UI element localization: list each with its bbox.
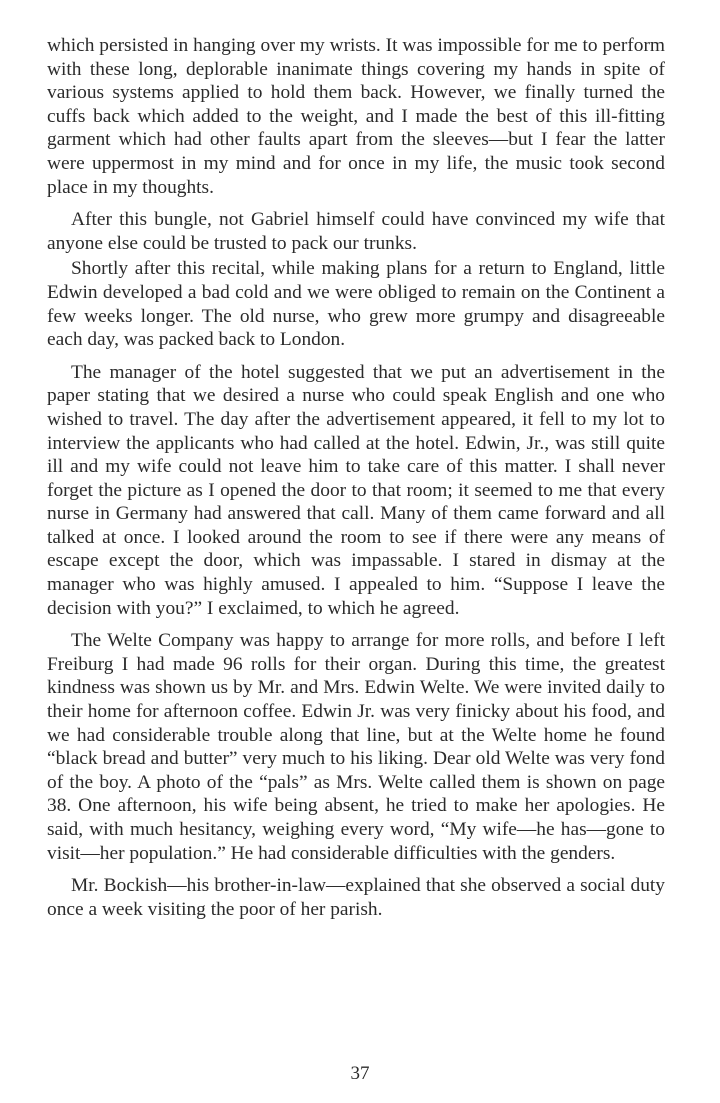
paragraph-6: Mr. Bockish—his brother-in-law—explained that she observed a social duty once a week visiting the poor of her parish. bbox=[47, 875, 665, 920]
paragraph-5: The Welte Company was happy to arrange for more rolls, and before I left Freiburg I had made 96 rolls for their organ. During this time, the greatest kindness was shown us by Mr. and Mrs. Edwin Welte. We were invited daily to their home for afternoon coffee. Edwin Jr. was very finicky about his food, and we had considerable trouble along that line, but at the Welte home he found “black bread and butter” very much to his liking. Dear old Welte was very fond of the boy. A photo of the “pals” as Mrs. Welte called them is shown on page 38. One afternoon, his wife being absent, he tried to make her apologies. He said, with much hesitancy, weighing every word, “My wife—he has—gone to visit—her population.” He had considerable difficulties with the genders. bbox=[47, 630, 665, 864]
paragraph-2: After this bungle, not Gabriel himself could have convinced my wife that anyone else could be trusted to pack our trunks. bbox=[47, 209, 665, 254]
paragraph-4: The manager of the hotel suggested that we put an advertisement in the paper stating that we desired a nurse who could speak English and one who wished to travel. The day after the advertisement appeared, it fell to my lot to interview the applicants who had called at the hotel. Edwin, Jr., was still quite ill and my wife could not leave him to take care of this matter. I shall never forget the picture as I opened the door to that room; it seemed to me that every nurse in Germany had answered that call. Many of them came forward and all talked at once. I looked around the room to see if there were any means of escape except the door, which was impassable. I stared in dismay at the manager who was highly amused. I appealed to him. “Suppose I leave the decision with you?” I exclaimed, to which he agreed. bbox=[47, 361, 665, 619]
page-number: 37 bbox=[350, 1063, 370, 1084]
paragraph-1: which persisted in hanging over my wrists. It was impossible for me to perform with these long, deplorable inanimate things covering my hands in spite of various systems applied to hold them back. However, we finally turned the cuffs back which added to the weight, and I made the best of this ill-fitting garment which had other faults apart from the sleeves—but I fear the latter were uppermost in my mind and for once in my life, the music took second place in my thoughts. bbox=[47, 35, 665, 198]
paragraph-3: Shortly after this recital, while making plans for a return to England, little Edwin developed a bad cold and we were obliged to remain on the Continent a few weeks longer. The old nurse, who grew more grumpy and disagreeable each day, was packed back to London. bbox=[47, 258, 665, 351]
page-body bbox=[47, 34, 665, 921]
